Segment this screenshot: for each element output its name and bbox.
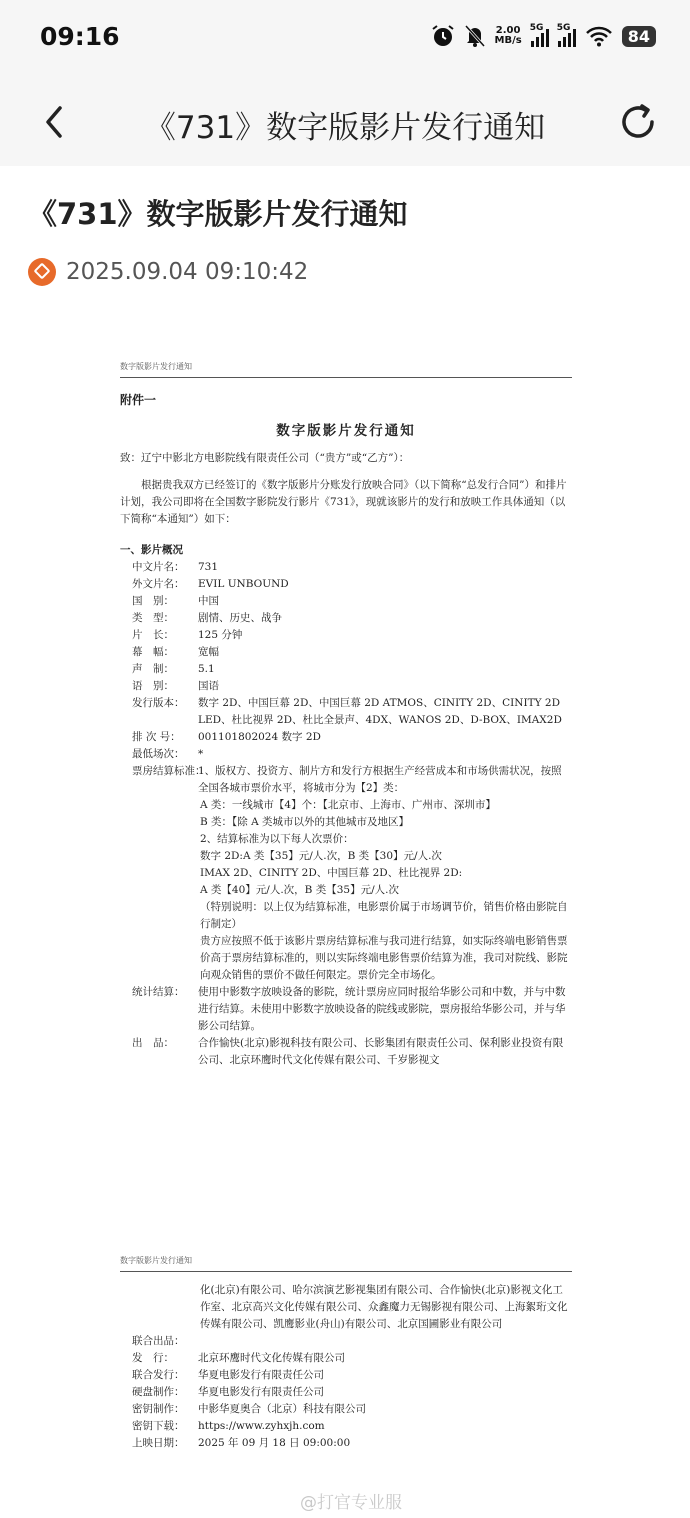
mute-bell-icon [464, 24, 486, 48]
field-value: 国语 [198, 680, 219, 692]
field-row [120, 695, 572, 729]
field-key: 类 型： [132, 612, 174, 624]
field-row [120, 610, 572, 627]
field-key: 硬盘制作： [132, 1386, 185, 1398]
field-key: 发行版本： [132, 697, 185, 709]
settle-line: 贵方应按照不低于该影片票房结算标准与我司进行结算，如实际终端电影销售票价高于票房结算标准的，则以实际终端电影售票价结算为准，我司对院线、影院向观众销售的票价不做任何限定。票价完全市场化。 [200, 935, 568, 981]
field-value: 华夏电影发行有限责任公司 [198, 1369, 324, 1381]
field-value [198, 1333, 572, 1350]
settle-line: （特别说明：以上仅为结算标准，电影票价属于市场调节价，销售价格由影院自行制定） [200, 901, 568, 930]
net-speed-value: 2.00 [495, 25, 521, 36]
document-page-2 [120, 1252, 572, 1452]
doc-running-header: 数字版影片发行通知 [120, 1252, 572, 1272]
field-row [120, 593, 572, 610]
settle-line: IMAX 2D、CINITY 2D、中国巨幕 2D、杜比视界 2D: [200, 867, 463, 879]
field-row [120, 1035, 572, 1069]
document-page-1 [120, 358, 572, 1069]
field-value: 使用中影数字放映设备的影院，统计票房应同时报给华影公司和中数，并与中数进行结算。未使用中影数字放映设备的院线或影院，票房报给华影公司，并与华影公司结算。 [198, 986, 566, 1032]
field-value: 731 [198, 561, 219, 573]
field-value: 北京环鹰时代文化传媒有限公司 [198, 1352, 345, 1364]
field-key: 片 长： [132, 629, 174, 641]
signal-icon-1 [531, 25, 549, 47]
signal-icon-2 [558, 25, 576, 47]
field-row [120, 644, 572, 661]
net-speed-unit: MB/s [494, 35, 522, 46]
field-key: 统计结算： [132, 986, 185, 998]
field-key: 声 制： [132, 663, 174, 675]
field-value: 1、版权方、投资方、制片方和发行方根据生产经营成本和市场供需状况，按照全国各城市票价水平，将城市分为【2】类： [198, 765, 562, 794]
settle-line: A 类【40】元/人.次，B 类【35】元/人.次 [200, 884, 399, 896]
field-key: 排 次 号： [132, 731, 181, 743]
field-row [120, 1350, 572, 1367]
field-value: 数字 2D、中国巨幕 2D、中国巨幕 2D ATMOS、CINITY 2D、CINITY 2D LED、杜比视界 2D、杜比全景声、4DX、WANOS 2D、D-BOX、IMAX2D [198, 697, 562, 726]
field-row [120, 729, 572, 746]
field-row [120, 1401, 572, 1418]
status-bar [0, 0, 690, 78]
field-row [120, 576, 572, 593]
field-key: 外文片名： [132, 578, 185, 590]
field-value: 宽幅 [198, 646, 219, 658]
doc-intro: 根据贵我双方已经签订的《数字版影片分账发行放映合同》（以下简称“总发行合同”）和排片计划，我公司即将在全国数字影院发行影片《731》，现就该影片的发行和放映工作具体通知（以下简称“本通知”）如下： [120, 479, 567, 525]
field-value: https://www.zyhxjh.com [198, 1420, 325, 1432]
doc-addressee: 致：辽宁中影北方电影院线有限责任公司（“贵方”或“乙方”）： [120, 452, 410, 464]
field-value: 华夏电影发行有限责任公司 [198, 1386, 324, 1398]
field-row [120, 746, 572, 763]
field-value: EVIL UNBOUND [198, 578, 289, 590]
producer-continuation: 化(北京)有限公司、哈尔滨演艺影视集团有限公司、合作愉快(北京)影视文化工作室、北京高兴文化传媒有限公司、众鑫魔力无锡影视有限公司、上海絮珩文化传媒有限公司、凯鹰影业(舟山)有限公司、北京国圃影业有限公司 [200, 1284, 568, 1330]
field-row [120, 1435, 572, 1452]
field-key: 密钥下载： [132, 1420, 185, 1432]
field-row [120, 1367, 572, 1384]
nav-bar [0, 78, 690, 166]
settle-line: A 类：一线城市【4】个：【北京市、上海市、广州市、深圳市】 [200, 799, 496, 811]
field-row [120, 559, 572, 576]
article-meta [28, 258, 308, 286]
field-row [120, 763, 572, 797]
field-row [120, 627, 572, 644]
nav-title: 《731》数字版影片发行通知 [144, 110, 546, 146]
settle-line: 2、结算标准为以下每人次票价： [200, 833, 354, 845]
doc-section-heading: 一、影片概况 [120, 544, 183, 556]
watermark: @打官专业服 [300, 1493, 402, 1513]
field-value: 剧情、历史、战争 [198, 612, 282, 624]
source-avatar-icon [28, 258, 56, 286]
field-key: 幕 幅： [132, 646, 174, 658]
field-value: 001101802024 数字 2D [198, 731, 321, 743]
doc-running-header: 数字版影片发行通知 [120, 358, 572, 378]
field-key: 出 品： [132, 1037, 174, 1049]
field-row [120, 1418, 572, 1435]
publish-datetime: 2025.09.04 09:10:42 [66, 259, 309, 285]
battery-indicator: 84 [622, 26, 656, 47]
field-value: 合作愉快(北京)影视科技有限公司、长影集团有限责任公司、保利影业投资有限公司、北京环鹰时代文化传媒有限公司、千岁影视文 [198, 1037, 564, 1066]
refresh-icon[interactable] [616, 100, 660, 144]
field-value: * [198, 748, 204, 760]
field-row [120, 984, 572, 1035]
field-value: 2025 年 09 月 18 日 09:00:00 [198, 1437, 351, 1449]
field-key: 票房结算标准： [132, 765, 206, 777]
field-key: 密钥制作： [132, 1403, 185, 1415]
field-value: 中国 [198, 595, 219, 607]
field-value: 5.1 [198, 663, 215, 675]
settle-line: B 类：【除 A 类城市以外的其他城市及地区】 [200, 816, 410, 828]
field-key: 最低场次： [132, 748, 185, 760]
doc-title: 数字版影片发行通知 [276, 423, 416, 439]
wifi-icon [585, 25, 613, 47]
field-key: 中文片名： [132, 561, 185, 573]
signal-2-label: 5G [556, 23, 571, 33]
field-row [120, 678, 572, 695]
field-key: 国 别： [132, 595, 174, 607]
article-title: 《731》数字版影片发行通知 [28, 197, 408, 231]
field-key: 语 别： [132, 680, 174, 692]
doc-attachment-label: 附件一 [120, 393, 157, 407]
field-row [120, 661, 572, 678]
status-time: 09:16 [40, 22, 120, 51]
signal-1-label: 5G [529, 23, 544, 33]
field-row [120, 1333, 572, 1350]
status-icons [431, 24, 656, 48]
field-key: 上映日期： [132, 1437, 185, 1449]
field-value: 125 分钟 [198, 629, 243, 641]
alarm-icon [431, 24, 455, 48]
field-value: 中影华夏奥合（北京）科技有限公司 [198, 1403, 366, 1415]
field-key: 联合出品： [132, 1335, 185, 1347]
field-key: 发 行： [132, 1352, 174, 1364]
net-speed [495, 26, 522, 46]
field-key: 联合发行： [132, 1369, 185, 1381]
settle-line: 数字 2D:A 类【35】元/人.次，B 类【30】元/人.次 [200, 850, 442, 862]
field-row [120, 1384, 572, 1401]
